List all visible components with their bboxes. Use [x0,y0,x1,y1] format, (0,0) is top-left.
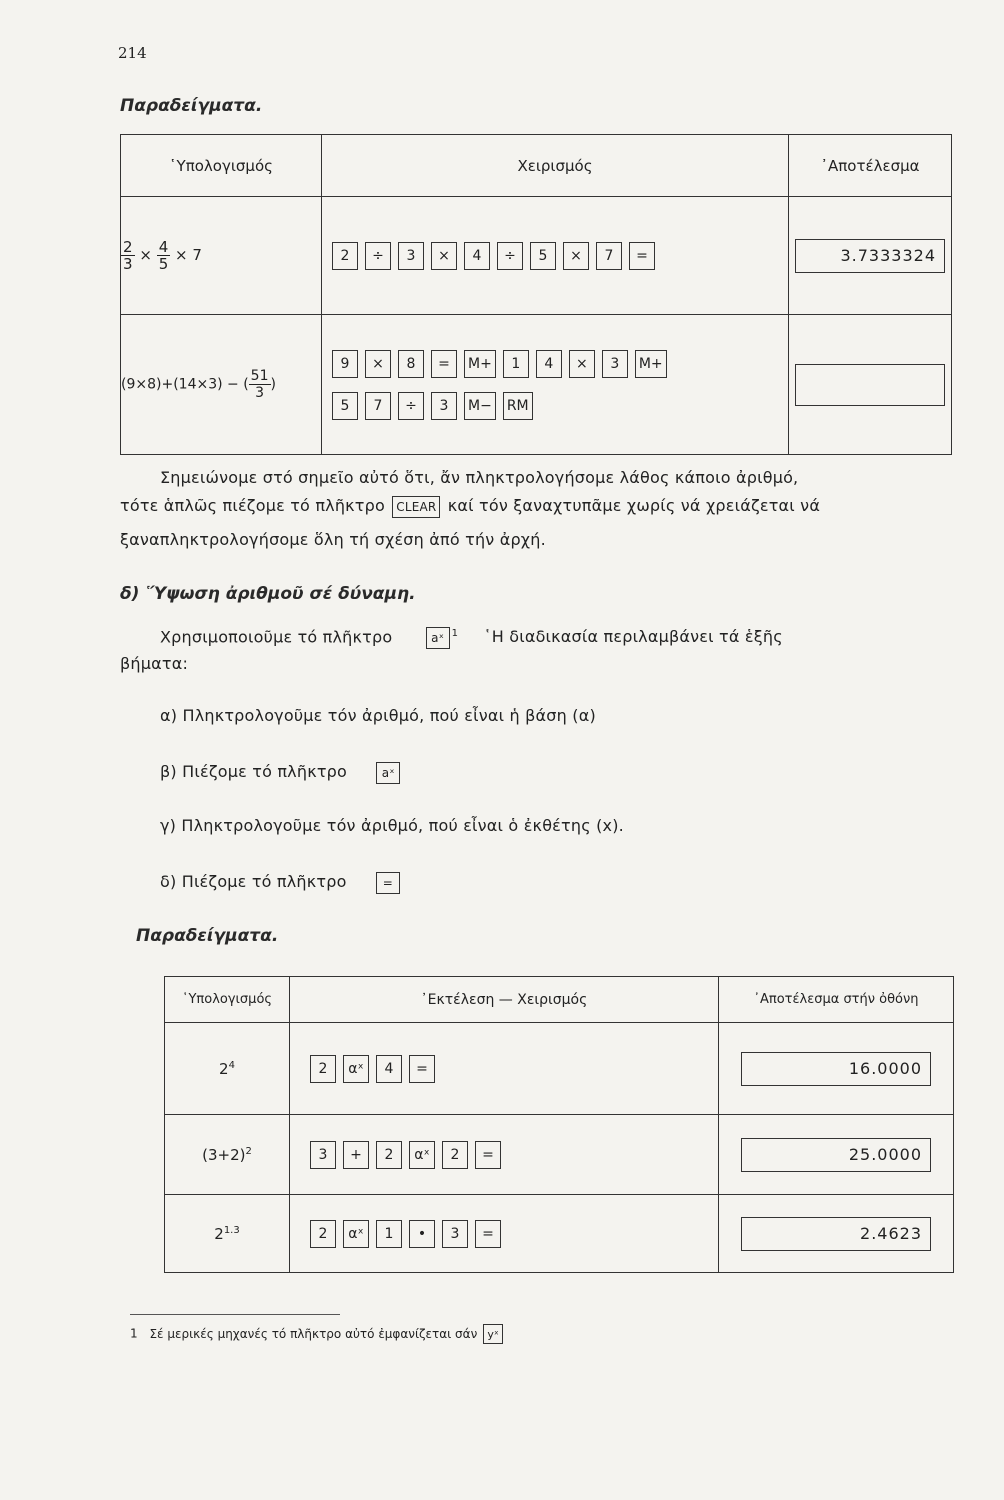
header-result: ᾿Αποτέλεσμα [789,135,952,197]
result-display: 25.0000 [741,1138,931,1172]
footnote-rule [130,1314,340,1315]
calculator-key: × [563,242,589,270]
calculator-key: 7 [365,392,391,420]
calculator-key: = [475,1220,501,1248]
header-operation: ᾿Εκτέλεση — Χειρισμός [290,977,719,1023]
calc-expression: $(3+2)^2$ [165,1115,290,1195]
calc-expression: (9×8)+(14×3) − ( $\frac{51}{3}$ ) [121,315,322,455]
header-result: ᾿Αποτέλεσμα στήν ὀθόνη [719,977,954,1023]
table-row [121,197,952,315]
calculator-key: 2 [376,1141,402,1169]
power-intro: Χρησιμοποιοῦμε τό πλῆκτρο aˣ $^1$ ῾Η διαδικασία περιλαμβάνει τά ἑξῆς [160,622,980,649]
a-power-x-key: aˣ [376,762,400,784]
key-row [310,1220,718,1248]
calculator-key: RM [503,392,533,420]
calculator-key: ÷ [365,242,391,270]
section-heading: δ) ῞Υψωση ἀριθμοῦ σέ δύναμη. [120,584,416,604]
calculator-key: M+ [464,350,496,378]
calculator-key: × [431,242,457,270]
calculator-key: 3 [310,1141,336,1169]
calculator-key: × [365,350,391,378]
calculator-key: 8 [398,350,424,378]
calculation-table-2 [164,976,954,1273]
examples-heading-1: Παραδείγματα. [120,96,263,116]
key-sequence [322,197,789,315]
table-row [121,315,952,455]
calculator-key: 7 [596,242,622,270]
examples-heading-2: Παραδείγματα. [136,926,279,946]
calculator-key: = [431,350,457,378]
result-display: 2.4623 [741,1217,931,1251]
result-display: 3.7333324 [795,239,945,273]
key-sequence [290,1023,719,1115]
key-row [310,1141,718,1169]
clear-key: CLEAR [392,496,440,518]
table-row [165,1023,954,1115]
calculator-key: = [475,1141,501,1169]
calculator-key: = [409,1055,435,1083]
result-cell [719,1195,954,1273]
footnote-marker: 1 [451,628,459,639]
calculator-key: + [343,1141,369,1169]
calc-expression: $\frac{2}{3}$ × $\frac{4}{5}$ × 7 [121,197,322,315]
table-header-row [121,135,952,197]
key-row [310,1055,718,1083]
footnote: 1 Σέ μερικές μηχανές τό πλῆκτρο αὐτό ἐμφανίζεται σάν yˣ [130,1324,505,1344]
key-sequence [290,1115,719,1195]
calculator-key: 4 [376,1055,402,1083]
calculator-key: 2 [310,1055,336,1083]
fraction: $\frac{51}{3}$ [250,368,269,401]
calculator-key: 2 [442,1141,468,1169]
calculator-key: 1 [376,1220,402,1248]
calculator-key: 5 [332,392,358,420]
page-number: 214 [118,44,147,62]
result-display: 16.0000 [741,1052,931,1086]
header-operation: Χειρισμός [322,135,789,197]
key-sequence [290,1195,719,1273]
result-cell [789,197,952,315]
equals-key: = [376,872,400,894]
header-calculation: ῾Υπολογισμός [121,135,322,197]
calculator-key: 3 [602,350,628,378]
a-power-x-key: aˣ [426,627,450,649]
calculator-key: M+ [635,350,667,378]
calculator-key: M− [464,392,496,420]
result-cell [719,1023,954,1115]
fraction: $\frac{2}{3}$ [123,238,133,273]
y-power-x-key: yˣ [483,1324,503,1344]
calculator-key: 4 [536,350,562,378]
calculator-key: αˣ [409,1141,435,1169]
calculation-table-1 [120,134,952,455]
calculator-key: × [569,350,595,378]
step-d: δ) Πιέζομε τό πλῆκτρο = [160,870,402,894]
table-row [165,1195,954,1273]
calculator-key: ÷ [497,242,523,270]
calc-expression: $2^4$ [165,1023,290,1115]
result-display [795,364,945,406]
table-row [165,1115,954,1195]
result-cell [789,315,952,455]
step-a: α) Πληκτρολογοῦμε τόν ἀριθμό, πού εἶναι ἡ βάση (α) [160,706,596,725]
calculator-key: αˣ [343,1055,369,1083]
calculator-key: αˣ [343,1220,369,1248]
table-header-row [165,977,954,1023]
calculator-key: 3 [431,392,457,420]
fraction: $\frac{4}{5}$ [158,238,169,273]
calculator-key: 3 [398,242,424,270]
step-b: β) Πιέζομε τό πλῆκτρο aˣ [160,760,402,784]
step-c: γ) Πληκτρολογοῦμε τόν ἀριθμό, πού εἶναι ὁ ἐκθέτης (x). [160,816,624,835]
calculator-key: = [629,242,655,270]
calculator-key: 9 [332,350,358,378]
calculator-key: 3 [442,1220,468,1248]
result-cell [719,1115,954,1195]
clear-paragraph: Σημειώνομε στό σημεῖο αὐτό ὅτι, ἄν πληκτρολογήσομε λάθος κάποιο ἀριθμό, [160,468,799,487]
calculator-key: 4 [464,242,490,270]
key-row [332,392,788,420]
calculator-key: 2 [332,242,358,270]
calculator-key: • [409,1220,435,1248]
header-calculation: ῾Υπολογισμός [165,977,290,1023]
calculator-key: 5 [530,242,556,270]
key-row [332,242,788,270]
key-sequence [322,315,789,455]
calc-expression: $2^{1.3}$ [165,1195,290,1273]
calculator-key: 1 [503,350,529,378]
clear-paragraph-line3: ξαναπληκτρολογήσομε ὅλη τή σχέση ἀπό τήν ἀρχή. [120,530,546,549]
key-row [332,350,788,378]
power-intro-line2: βήματα: [120,654,189,673]
calculator-key: ÷ [398,392,424,420]
clear-paragraph-line2: τότε ἁπλῶς πιέζομε τό πλῆκτρο CLEAR καί τόν ξαναχτυπᾶμε χωρίς νά χρειάζεται νά [120,494,980,518]
calculator-key: 2 [310,1220,336,1248]
